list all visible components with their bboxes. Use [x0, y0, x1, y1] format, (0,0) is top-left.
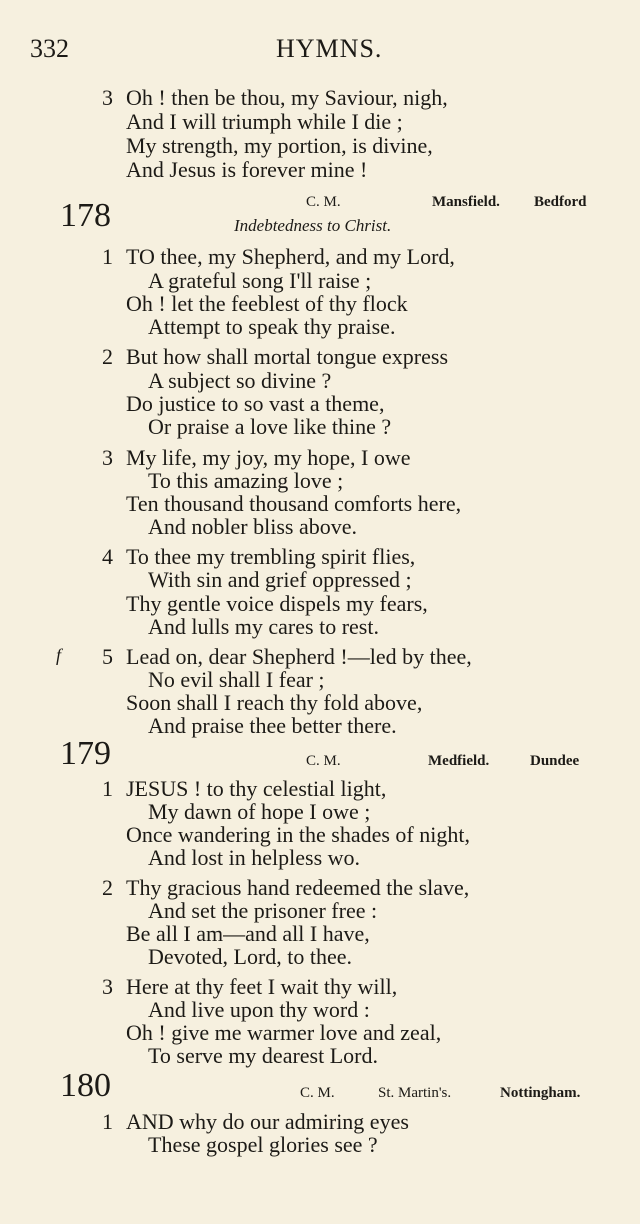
- verse-line: A subject so divine ?: [148, 368, 332, 393]
- hymn-number: 178: [60, 197, 111, 234]
- hymn-meter: C. M.: [306, 753, 341, 769]
- verse-line: Soon shall I reach thy fold above,: [126, 690, 423, 715]
- verse-line: And live upon thy word :: [148, 997, 370, 1022]
- verse-line: Thy gracious hand redeemed the slave,: [126, 875, 470, 900]
- hymn-number: 180: [60, 1067, 111, 1104]
- tune-name: St. Martin's.: [378, 1085, 452, 1101]
- verse-line: And set the prisoner free :: [148, 898, 378, 923]
- tune-name: Medfield.: [428, 753, 490, 769]
- running-title: HYMNS.: [276, 34, 383, 63]
- verse-line: Oh ! let the feeblest of thy flock: [126, 291, 408, 316]
- tune-name: Mansfield.: [432, 194, 500, 210]
- verse-line: To thee my trembling spirit flies,: [126, 544, 416, 569]
- verse-line: To this amazing love ;: [148, 468, 344, 493]
- verse-line: And I will triumph while I die ;: [126, 109, 403, 134]
- verse-line: And lost in helpless wo.: [148, 845, 361, 870]
- verse-line: Once wandering in the shades of night,: [126, 822, 470, 847]
- verse-line: My strength, my portion, is divine,: [126, 133, 433, 158]
- verse-line: TO thee, my Shepherd, and my Lord,: [126, 244, 455, 269]
- verse-line: Do justice to so vast a theme,: [126, 391, 385, 416]
- verse-line: My life, my joy, my hope, I owe: [126, 445, 411, 470]
- verse-line: Devoted, Lord, to thee.: [148, 944, 353, 969]
- hymn-meter: C. M.: [300, 1085, 335, 1101]
- verse-line: JESUS ! to thy celestial light,: [126, 776, 387, 801]
- verse-line: Oh ! give me warmer love and zeal,: [126, 1020, 442, 1045]
- verse-line: Oh ! then be thou, my Saviour, nigh,: [126, 85, 448, 110]
- verse-line: Here at thy feet I wait thy will,: [126, 974, 398, 999]
- verse-number: 1: [102, 1109, 113, 1134]
- verse-number: 5: [102, 644, 113, 669]
- verse-line: Or praise a love like thine ?: [148, 414, 392, 439]
- verse-line: Attempt to speak thy praise.: [148, 314, 396, 339]
- verse-number: 2: [102, 875, 113, 900]
- dynamic-mark: f: [56, 645, 62, 665]
- verse-line: But how shall mortal tongue express: [126, 344, 449, 369]
- verse-line: With sin and grief oppressed ;: [148, 567, 412, 592]
- verse-number: 1: [102, 776, 113, 801]
- verse-number: 3: [102, 445, 113, 470]
- tune-name: Nottingham.: [500, 1085, 581, 1101]
- verse-line: No evil shall I fear ;: [148, 667, 325, 692]
- verse-number: 4: [102, 544, 113, 569]
- verse-line: Ten thousand thousand comforts here,: [126, 491, 462, 516]
- verse-line: Thy gentle voice dispels my fears,: [126, 591, 428, 616]
- hymn-meter: C. M.: [306, 194, 341, 210]
- verse-line: And praise thee better there.: [148, 713, 397, 738]
- verse-line: And lulls my cares to rest.: [148, 614, 379, 639]
- tune-name: Dundee: [530, 753, 580, 769]
- verse-line: My dawn of hope I owe ;: [148, 799, 371, 824]
- verse-number: 3: [102, 85, 113, 110]
- page-header: [30, 34, 590, 74]
- verse-line: Be all I am—and all I have,: [126, 921, 370, 946]
- verse-number: 1: [102, 244, 113, 269]
- verse-line: To serve my dearest Lord.: [148, 1043, 378, 1068]
- verse-line: And Jesus is forever mine !: [126, 157, 368, 182]
- tune-name: Bedford: [534, 194, 587, 210]
- verse-line: And nobler bliss above.: [148, 514, 357, 539]
- verse-line: These gospel glories see ?: [148, 1132, 378, 1157]
- page-number: 332: [30, 34, 69, 63]
- verse-line: Lead on, dear Shepherd !—led by thee,: [126, 644, 472, 669]
- verse-number: 3: [102, 974, 113, 999]
- verse-line: A grateful song I'll raise ;: [148, 268, 372, 293]
- verse-number: 2: [102, 344, 113, 369]
- verse-line: AND why do our admiring eyes: [126, 1109, 409, 1134]
- hymn-number: 179: [60, 735, 111, 772]
- hymn-subtitle: Indebtedness to Christ.: [234, 216, 392, 235]
